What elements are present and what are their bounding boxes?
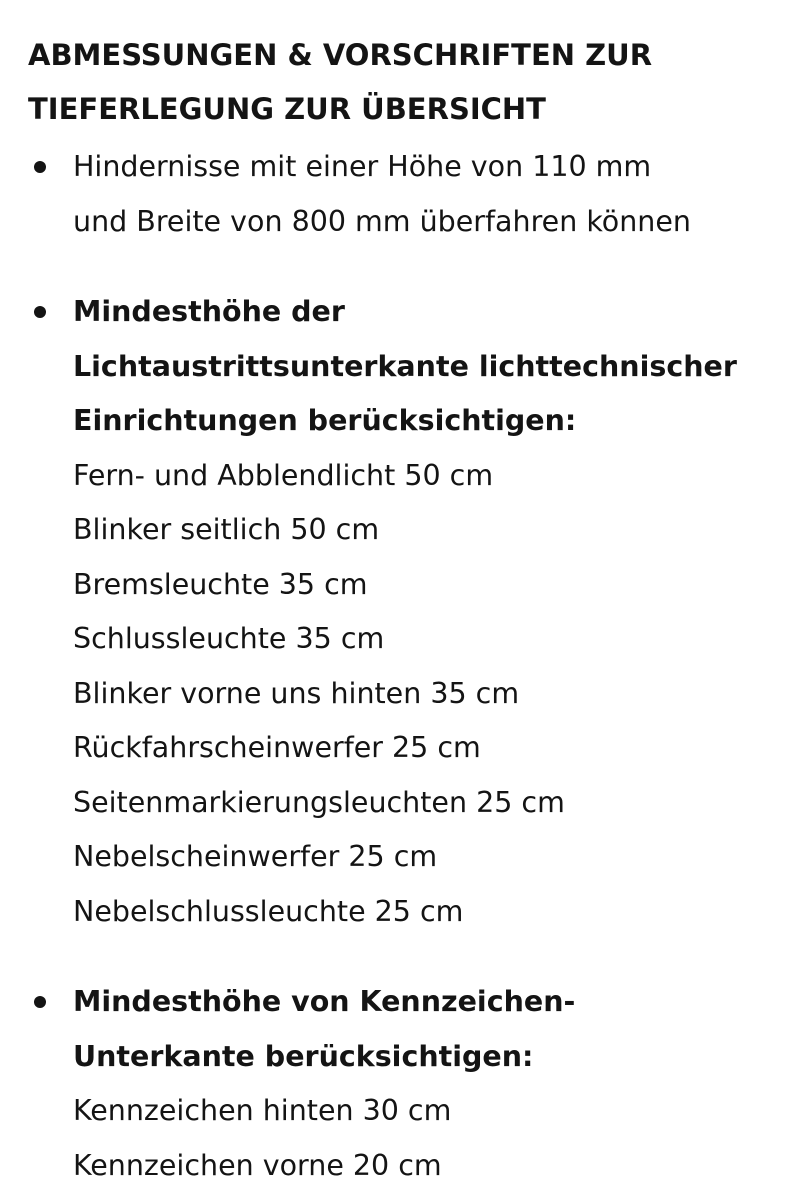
lighting-value-line: Schlussleuchte 35 cm xyxy=(73,622,385,655)
lighting-value-line: Nebelschlussleuchte 25 cm xyxy=(73,894,464,928)
lighting-value-line: Nebelscheinwerfer 25 cm xyxy=(73,840,438,873)
page-title xyxy=(28,28,768,136)
lighting-value-line: Seitenmarkierungsleuchten 25 cm xyxy=(73,785,565,819)
lighting-value-line: Fern- und Abblendlicht 50 cm xyxy=(73,458,494,492)
bullet-icon xyxy=(34,161,46,173)
list-item-license-plate xyxy=(28,975,794,1193)
bullet-icon xyxy=(34,306,46,318)
list-item-lighting-heights xyxy=(28,285,794,939)
lighting-value-line: Bremsleuchte 35 cm xyxy=(73,567,368,601)
item-text-line: und Breite von 800 mm überfahren können xyxy=(73,204,691,238)
item-heading-line: Mindesthöhe der xyxy=(73,295,345,328)
item-heading-line: Mindesthöhe von Kennzeichen- xyxy=(73,985,576,1018)
license-plate-value-line: Kennzeichen hinten 30 cm xyxy=(73,1094,452,1127)
list-item-obstacles xyxy=(28,140,794,249)
item-heading-line: Lichtaustrittsunterkante lichttechnischer xyxy=(73,349,737,383)
title-line: ABMESSUNGEN & VORSCHRIFTEN ZUR xyxy=(28,38,653,72)
item-heading-line: Einrichtungen berücksichtigen: xyxy=(73,404,577,437)
lighting-value-line: Blinker seitlich 50 cm xyxy=(73,513,380,546)
license-plate-value-line: Kennzeichen vorne 20 cm xyxy=(73,1148,442,1182)
title-line: TIEFERLEGUNG ZUR ÜBERSICHT xyxy=(28,92,546,126)
item-heading-line: Unterkante berücksichtigen: xyxy=(73,1039,534,1073)
requirements-list xyxy=(28,140,794,1193)
bullet-icon xyxy=(34,996,46,1008)
lighting-value-line: Blinker vorne uns hinten 35 cm xyxy=(73,676,520,710)
item-text-line: Hindernisse mit einer Höhe von 110 mm xyxy=(73,150,652,183)
lighting-value-line: Rückfahrscheinwerfer 25 cm xyxy=(73,731,481,764)
